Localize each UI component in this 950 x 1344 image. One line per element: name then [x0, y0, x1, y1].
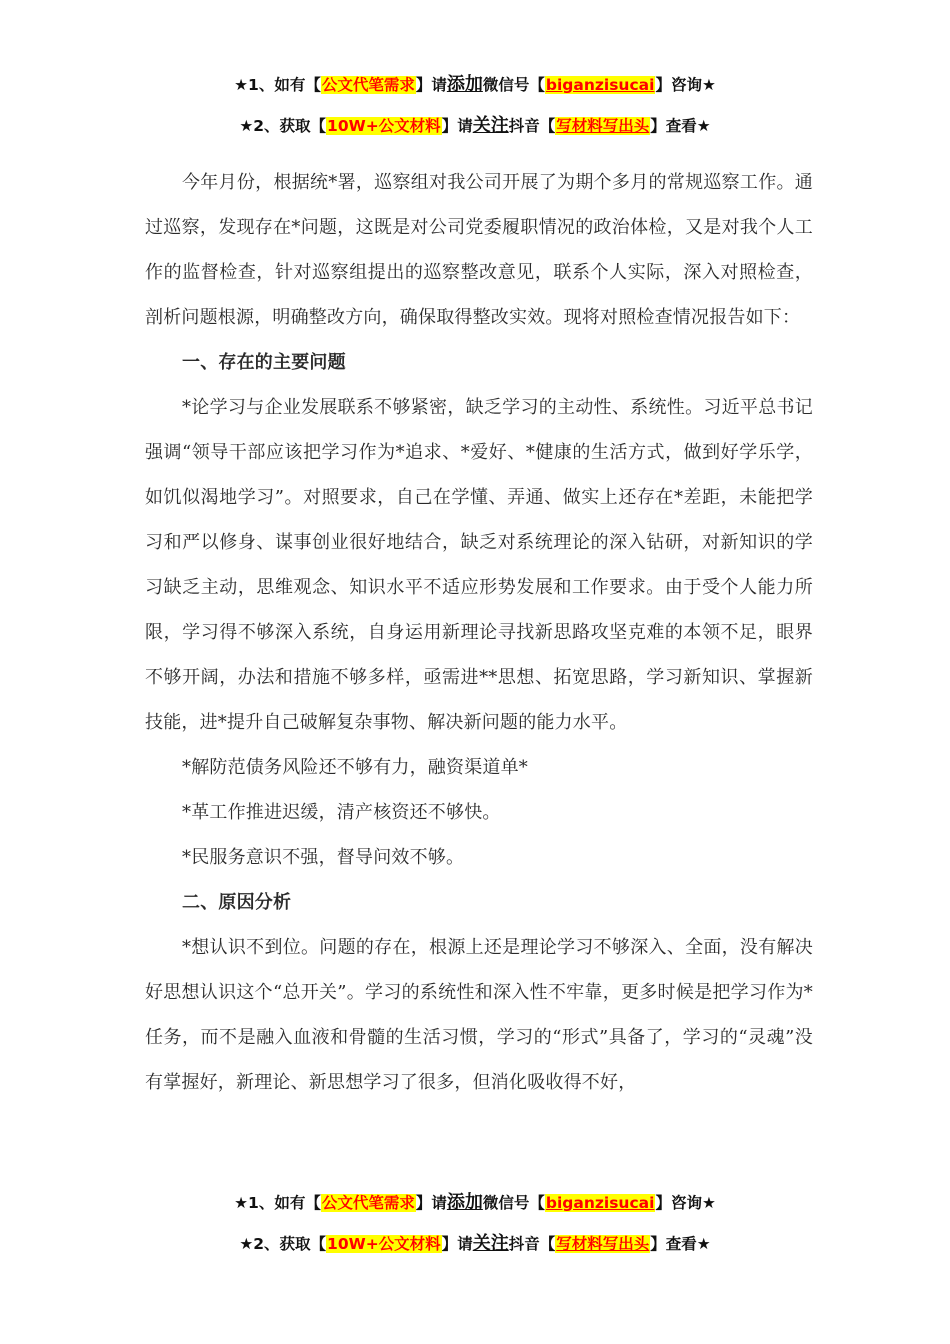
ad-banner-line-2: [0, 111, 950, 137]
banner-highlight: 10W+公文材料: [327, 1235, 441, 1253]
banner-text: ★1、如有【: [234, 76, 321, 94]
section-2-paragraph-1: *想认识不到位。问题的存在，根源上还是理论学习不够深入、全面，没有解决好思想认识这个“总开关”。学习的系统性和深入性不牢靠，更多时候是把学习作为*任务，而不是融入血液和骨髓的生活习惯，学习的“形式”具备了，学习的“灵魂”没有掌握好，新理论、新思想学习了很多，但消化吸收得不好，: [145, 937, 813, 1093]
banner-highlight: 公文代笔需求: [321, 76, 415, 94]
banner-douyin-id: 写材料写出头: [556, 117, 650, 135]
banner-wechat-id: biganzisucai: [545, 1194, 655, 1212]
banner-wechat-id: biganzisucai: [545, 76, 655, 94]
section-1-heading: 一、存在的主要问题: [182, 352, 346, 373]
banner-text: 微信号【: [482, 76, 545, 94]
section-2-heading: 二、原因分析: [182, 892, 292, 913]
banner-text: 】请: [441, 117, 473, 135]
banner-text: 抖音【: [508, 117, 556, 135]
banner-text: 抖音【: [508, 1235, 556, 1253]
banner-text: 】查看★: [650, 117, 711, 135]
section-1-paragraph-4: *民服务意识不强，督导问效不够。: [182, 847, 465, 868]
banner-highlight: 公文代笔需求: [321, 1194, 415, 1212]
ad-banner-line-1: [0, 70, 950, 96]
ad-banner-line-1-bottom: [0, 1188, 950, 1214]
banner-text: 】咨询★: [655, 1194, 716, 1212]
banner-text: 】请: [441, 1235, 473, 1253]
banner-emphasis: 添加: [446, 74, 483, 95]
banner-text: ★2、获取【: [239, 117, 327, 135]
banner-highlight: 10W+公文材料: [327, 117, 441, 135]
banner-emphasis: 添加: [446, 1192, 483, 1213]
banner-text: 】请: [415, 1194, 447, 1212]
document-body: [145, 160, 813, 1105]
banner-emphasis: 关注: [472, 115, 509, 136]
banner-text: 微信号【: [482, 1194, 545, 1212]
intro-paragraph: 今年月份，根据统*署，巡察组对我公司开展了为期个多月的常规巡察工作。通过巡察，发现存在*问题，这既是对公司党委履职情况的政治体检，又是对我个人工作的监督检查，针对巡察组提出的巡察整改意见，联系个人实际，深入对照检查，剖析问题根源，明确整改方向，确保取得整改实效。现将对照检查情况报告如下：: [145, 172, 813, 328]
banner-emphasis: 关注: [472, 1233, 509, 1254]
section-1-paragraph-3: *革工作推进迟缓，清产核资还不够快。: [182, 802, 501, 823]
banner-text: ★2、获取【: [239, 1235, 327, 1253]
banner-text: 】请: [415, 76, 447, 94]
document-body-viewport: [0, 160, 950, 1182]
banner-text: ★1、如有【: [234, 1194, 321, 1212]
banner-text: 】查看★: [650, 1235, 711, 1253]
ad-banner-line-2-bottom: [0, 1229, 950, 1255]
banner-text: 】咨询★: [655, 76, 716, 94]
banner-douyin-id: 写材料写出头: [556, 1235, 650, 1253]
section-1-paragraph-1: *论学习与企业发展联系不够紧密，缺乏学习的主动性、系统性。习近平总书记强调“领导干部应该把学习作为*追求、*爱好、*健康的生活方式，做到好学乐学，如饥似渴地学习”。对照要求，自己在学懂、弄通、做实上还存在*差距，未能把学习和严以修身、谋事创业很好地结合，缺乏对系统理论的深入钻研，对新知识的学习缺乏主动，思维观念、知识水平不适应形势发展和工作要求。由于受个人能力所限，学习得不够深入系统，自身运用新理论寻找新思路攻坚克难的本领不足，眼界不够开阔，办法和措施不够多样，亟需进**思想、拓宽思路，学习新知识、掌握新技能，进*提升自己破解复杂事物、解决新问题的能力水平。: [145, 397, 813, 733]
section-1-paragraph-2: *解防范债务风险还不够有力，融资渠道单*: [182, 757, 528, 778]
